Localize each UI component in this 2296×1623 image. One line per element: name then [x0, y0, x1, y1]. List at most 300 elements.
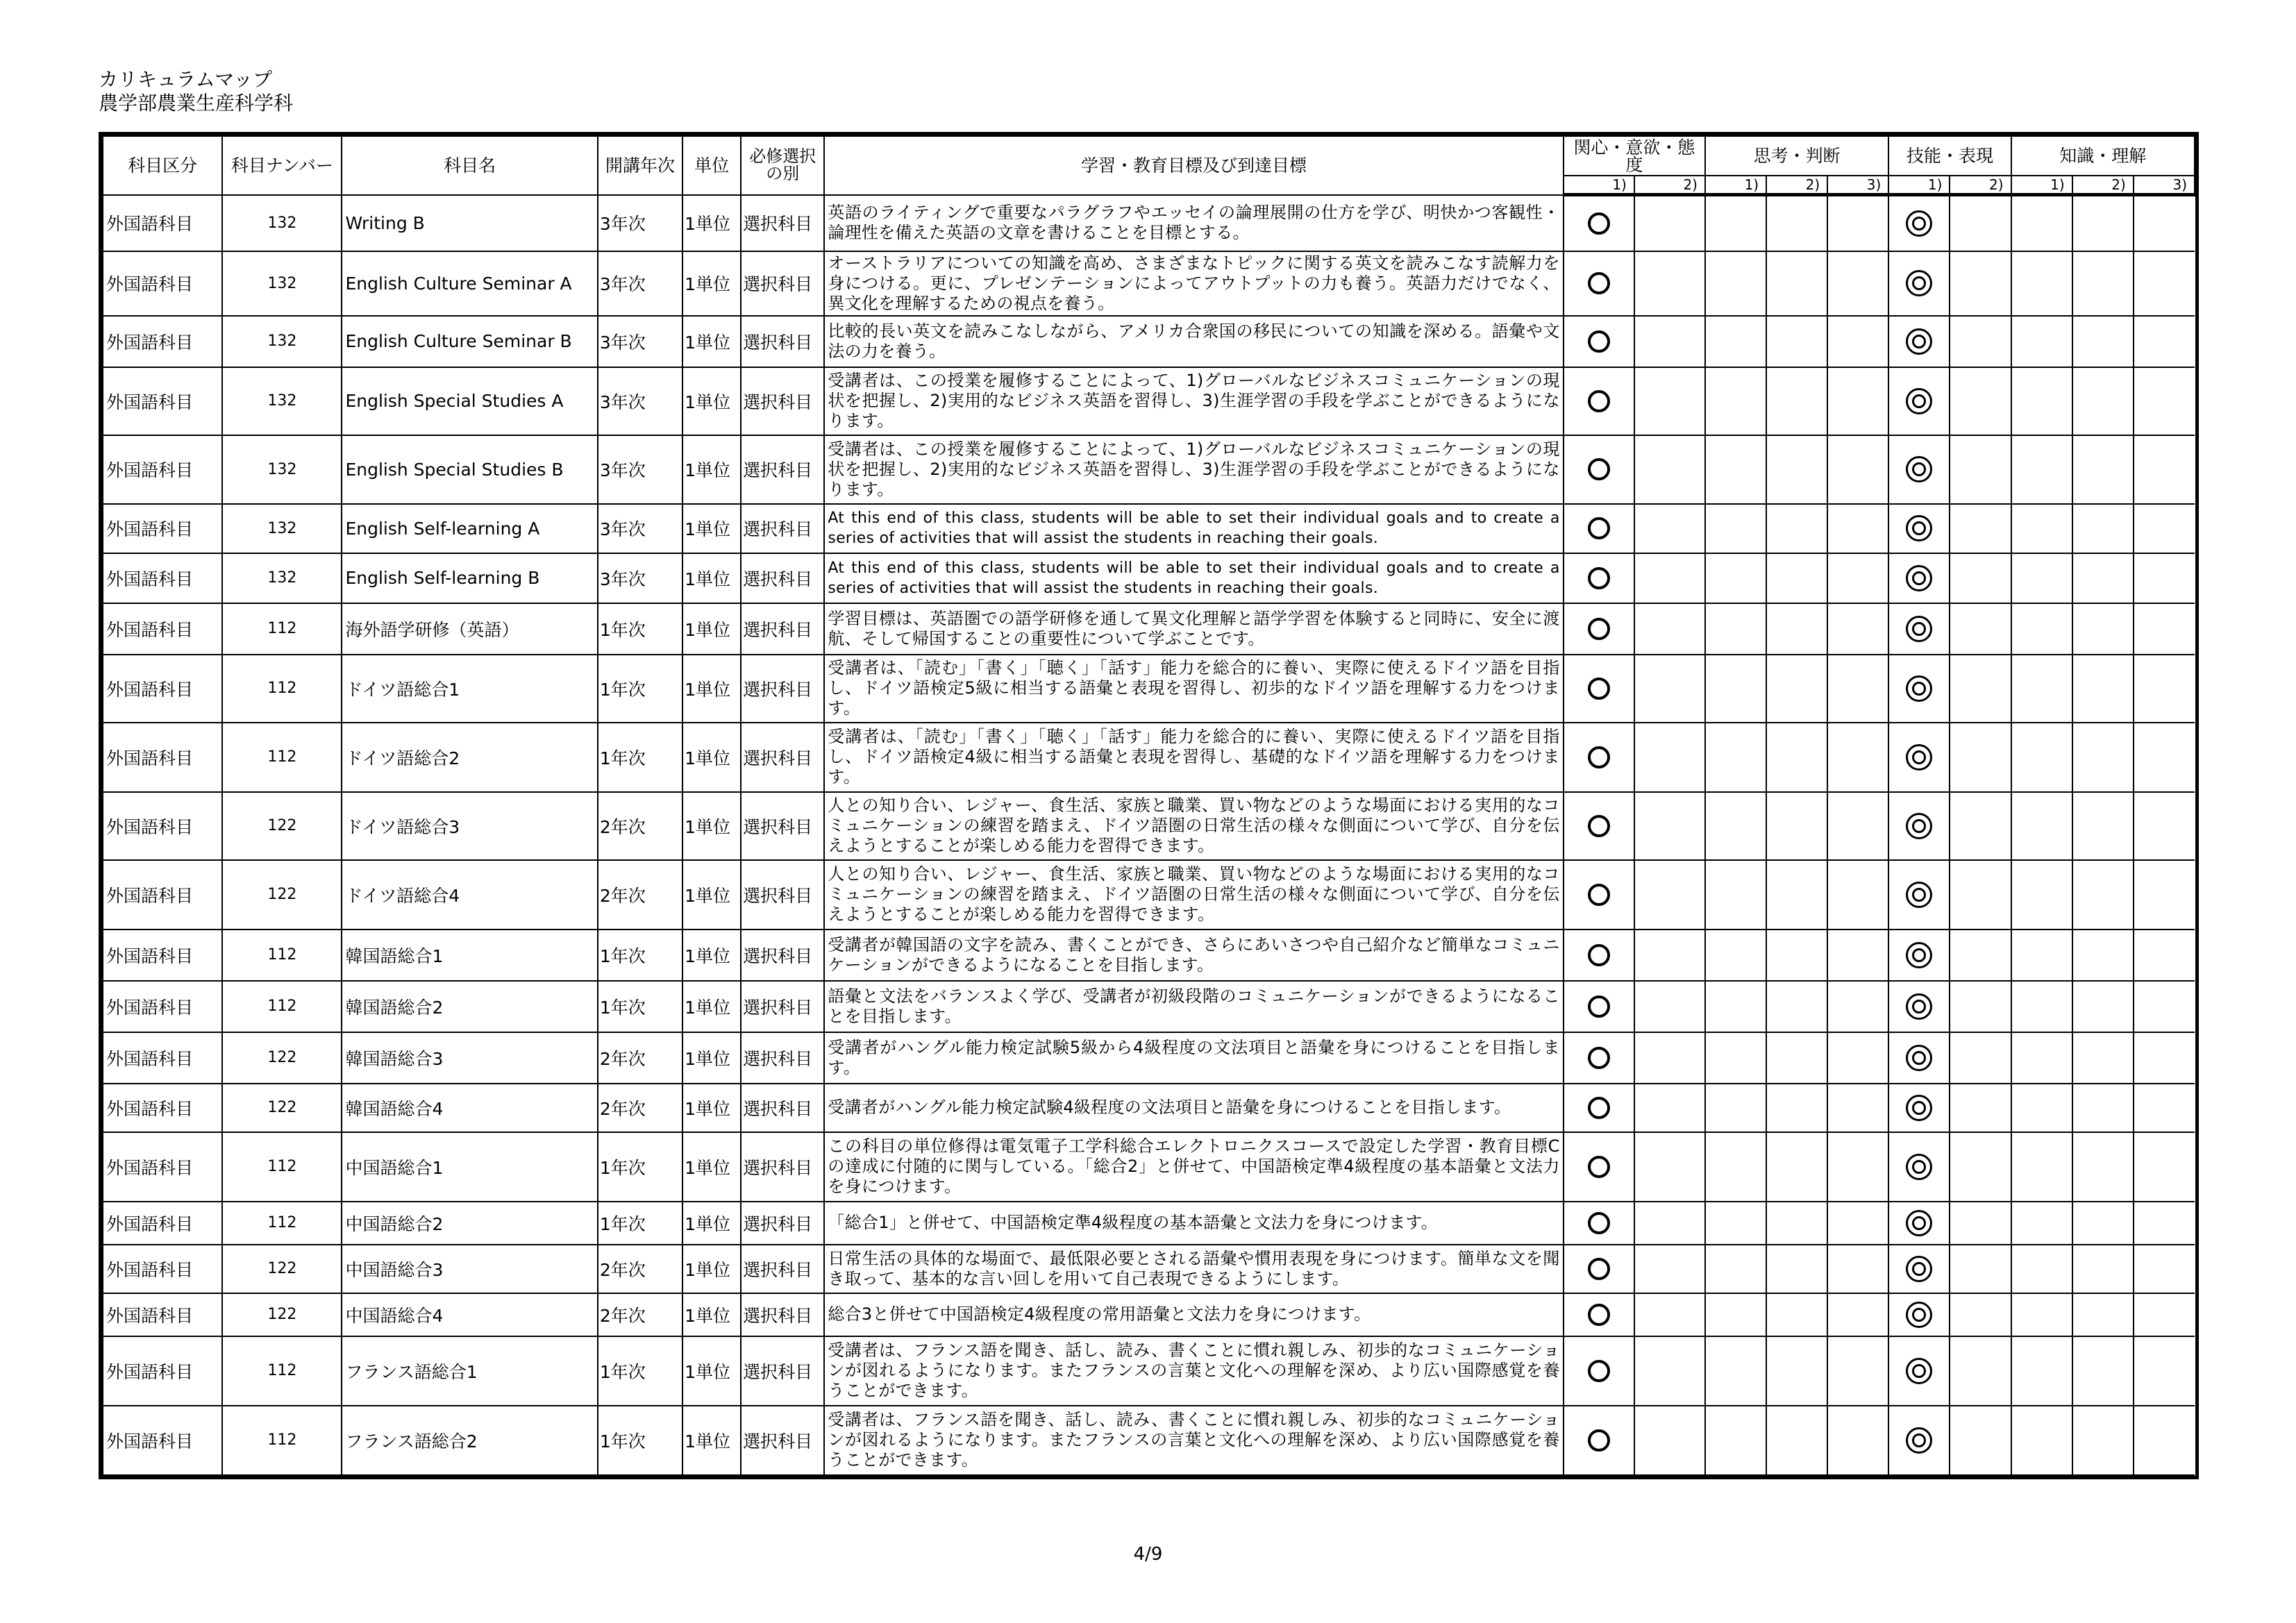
interest-1-mark-cell — [1564, 316, 1634, 367]
interest-1-mark-cell — [1564, 603, 1634, 655]
empty-mark-cell — [1634, 1293, 1705, 1336]
empty-mark-cell — [1950, 553, 2011, 603]
year-cell: 2年次 — [598, 860, 682, 930]
table-row — [103, 723, 2195, 792]
unit-cell: 1単位 — [682, 1032, 741, 1084]
interest-1-mark-cell — [1564, 195, 1634, 251]
empty-mark-cell — [1950, 1132, 2011, 1202]
double-circle-mark-icon — [1906, 1302, 1932, 1328]
required-elective-cell: 選択科目 — [741, 1406, 824, 1475]
empty-mark-cell — [2011, 1084, 2072, 1132]
empty-mark-cell — [2011, 435, 2072, 504]
header-required: 必修選択の別 — [741, 136, 824, 195]
subject-number-cell: 112 — [222, 723, 342, 792]
empty-mark-cell — [1766, 1202, 1827, 1245]
empty-mark-cell — [2134, 603, 2195, 655]
empty-mark-cell — [1950, 860, 2011, 930]
required-elective-cell: 選択科目 — [741, 1032, 824, 1084]
subject-name-cell: フランス語総合1 — [342, 1336, 597, 1406]
subject-number-cell: 122 — [222, 860, 342, 930]
empty-mark-cell — [1766, 860, 1827, 930]
unit-cell: 1単位 — [682, 316, 741, 367]
sub-header: 2) — [2072, 176, 2134, 195]
goal-cell: 日常生活の具体的な場面で、最低限必要とされる語彙や慣用表現を身につけます。簡単な文を聞き取って、基本的な言い回しを用いて自己表現できるようにします。 — [824, 1245, 1563, 1293]
subject-area-cell: 外国語科目 — [103, 1406, 222, 1475]
table-row — [103, 1132, 2195, 1202]
table-row — [103, 930, 2195, 981]
empty-mark-cell — [1950, 792, 2011, 860]
empty-mark-cell — [1705, 981, 1766, 1032]
sub-header: 2) — [1950, 176, 2011, 195]
goal-cell: 受講者は、この授業を履修することによって、1)グローバルなビジネスコミュニケーションの現状を把握し、2)実用的なビジネス英語を習得し、3)生涯学習の手段を学ぶことができるようになります。 — [824, 367, 1563, 435]
table-row — [103, 251, 2195, 316]
header-group-knowledge: 知識・理解 — [2011, 136, 2195, 176]
year-cell: 2年次 — [598, 1084, 682, 1132]
table-row — [103, 792, 2195, 860]
empty-mark-cell — [1705, 723, 1766, 792]
empty-mark-cell — [2134, 930, 2195, 981]
empty-mark-cell — [2011, 1406, 2072, 1475]
empty-mark-cell — [2072, 1132, 2134, 1202]
subject-name-cell: English Culture Seminar A — [342, 251, 597, 316]
subject-area-cell: 外国語科目 — [103, 251, 222, 316]
unit-cell: 1単位 — [682, 930, 741, 981]
circle-mark-icon — [1588, 567, 1610, 589]
empty-mark-cell — [1827, 723, 1888, 792]
empty-mark-cell — [2011, 981, 2072, 1032]
empty-mark-cell — [2134, 1202, 2195, 1245]
empty-mark-cell — [1634, 981, 1705, 1032]
subject-area-cell: 外国語科目 — [103, 603, 222, 655]
subject-name-cell: ドイツ語総合1 — [342, 655, 597, 723]
year-cell: 1年次 — [598, 930, 682, 981]
table-row — [103, 860, 2195, 930]
empty-mark-cell — [2072, 792, 2134, 860]
subject-number-cell: 132 — [222, 316, 342, 367]
empty-mark-cell — [1705, 367, 1766, 435]
header-year: 開講年次 — [598, 136, 682, 195]
empty-mark-cell — [2134, 367, 2195, 435]
double-circle-mark-icon — [1906, 515, 1932, 541]
goal-cell: 受講者が韓国語の文字を読み、書くことができ、さらにあいさつや自己紹介など簡単なコミュニケーションができるようになることを目指します。 — [824, 930, 1563, 981]
empty-mark-cell — [1705, 1202, 1766, 1245]
circle-mark-icon — [1588, 390, 1610, 412]
subject-area-cell: 外国語科目 — [103, 1293, 222, 1336]
interest-1-mark-cell — [1564, 1406, 1634, 1475]
unit-cell: 1単位 — [682, 1245, 741, 1293]
unit-cell: 1単位 — [682, 655, 741, 723]
skills-1-mark-cell — [1888, 1032, 1950, 1084]
empty-mark-cell — [2072, 1032, 2134, 1084]
empty-mark-cell — [2134, 1032, 2195, 1084]
empty-mark-cell — [1766, 316, 1827, 367]
interest-1-mark-cell — [1564, 1032, 1634, 1084]
empty-mark-cell — [1634, 1132, 1705, 1202]
double-circle-mark-icon — [1906, 942, 1932, 968]
circle-mark-icon — [1588, 1097, 1610, 1119]
year-cell: 3年次 — [598, 435, 682, 504]
subject-area-cell: 外国語科目 — [103, 792, 222, 860]
empty-mark-cell — [1766, 723, 1827, 792]
empty-mark-cell — [1766, 435, 1827, 504]
skills-1-mark-cell — [1888, 981, 1950, 1032]
double-circle-mark-icon — [1906, 270, 1932, 296]
goal-cell: 英語のライティングで重要なパラグラフやエッセイの論理展開の仕方を学び、明快かつ客観性・論理性を備えた英語の文章を書けることを目標とする。 — [824, 195, 1563, 251]
empty-mark-cell — [1950, 1032, 2011, 1084]
empty-mark-cell — [1950, 981, 2011, 1032]
year-cell: 2年次 — [598, 1245, 682, 1293]
circle-mark-icon — [1588, 1047, 1610, 1069]
required-elective-cell: 選択科目 — [741, 655, 824, 723]
skills-1-mark-cell — [1888, 792, 1950, 860]
empty-mark-cell — [1705, 251, 1766, 316]
empty-mark-cell — [1705, 316, 1766, 367]
double-circle-mark-icon — [1906, 675, 1932, 702]
table-row — [103, 1293, 2195, 1336]
interest-1-mark-cell — [1564, 723, 1634, 792]
empty-mark-cell — [1950, 1202, 2011, 1245]
interest-1-mark-cell — [1564, 1293, 1634, 1336]
year-cell: 3年次 — [598, 367, 682, 435]
empty-mark-cell — [1634, 723, 1705, 792]
required-elective-cell: 選択科目 — [741, 195, 824, 251]
header-group-skills: 技能・表現 — [1888, 136, 2011, 176]
interest-1-mark-cell — [1564, 655, 1634, 723]
empty-mark-cell — [1705, 860, 1766, 930]
empty-mark-cell — [1634, 655, 1705, 723]
empty-mark-cell — [2011, 792, 2072, 860]
empty-mark-cell — [1827, 1293, 1888, 1336]
empty-mark-cell — [1705, 655, 1766, 723]
empty-mark-cell — [2134, 251, 2195, 316]
required-elective-cell: 選択科目 — [741, 860, 824, 930]
goal-cell: 語彙と文法をバランスよく学び、受講者が初級段階のコミュニケーションができるようになることを目指します。 — [824, 981, 1563, 1032]
subject-name-cell: 海外語学研修（英語） — [342, 603, 597, 655]
empty-mark-cell — [1766, 1084, 1827, 1132]
skills-1-mark-cell — [1888, 1202, 1950, 1245]
empty-mark-cell — [1705, 1293, 1766, 1336]
empty-mark-cell — [1827, 930, 1888, 981]
page-number: 4/9 — [1133, 1544, 1163, 1565]
required-elective-cell: 選択科目 — [741, 367, 824, 435]
interest-1-mark-cell — [1564, 860, 1634, 930]
empty-mark-cell — [1705, 1084, 1766, 1132]
required-elective-cell: 選択科目 — [741, 553, 824, 603]
unit-cell: 1単位 — [682, 435, 741, 504]
interest-1-mark-cell — [1564, 504, 1634, 553]
skills-1-mark-cell — [1888, 930, 1950, 981]
empty-mark-cell — [2134, 435, 2195, 504]
empty-mark-cell — [1634, 316, 1705, 367]
empty-mark-cell — [1827, 504, 1888, 553]
unit-cell: 1単位 — [682, 1406, 741, 1475]
empty-mark-cell — [1950, 195, 2011, 251]
year-cell: 3年次 — [598, 553, 682, 603]
document-header — [99, 68, 293, 115]
year-cell: 3年次 — [598, 504, 682, 553]
empty-mark-cell — [1950, 251, 2011, 316]
empty-mark-cell — [1766, 792, 1827, 860]
empty-mark-cell — [1827, 316, 1888, 367]
year-cell: 1年次 — [598, 1406, 682, 1475]
empty-mark-cell — [2072, 1293, 2134, 1336]
empty-mark-cell — [2011, 316, 2072, 367]
subject-number-cell: 132 — [222, 367, 342, 435]
double-circle-mark-icon — [1906, 1427, 1932, 1454]
empty-mark-cell — [1766, 367, 1827, 435]
empty-mark-cell — [1766, 1032, 1827, 1084]
table-row — [103, 1406, 2195, 1475]
table-row — [103, 316, 2195, 367]
goal-cell: 人との知り合い、レジャー、食生活、家族と職業、買い物などのような場面における実用的なコミュニケーションの練習を踏まえ、ドイツ語圏の日常生活の様々な側面について学び、自分を伝えようとすることが楽しめる能力を習得できます。 — [824, 792, 1563, 860]
double-circle-mark-icon — [1906, 813, 1932, 839]
interest-1-mark-cell — [1564, 1084, 1634, 1132]
header-area: 科目区分 — [103, 136, 222, 195]
empty-mark-cell — [2072, 251, 2134, 316]
subject-name-cell: English Self-learning B — [342, 553, 597, 603]
goal-cell: 受講者は、「読む」「書く」「聴く」「話す」能力を総合的に養い、実際に使えるドイツ語を目指し、ドイツ語検定5級に相当する語彙と表現を習得し、初歩的なドイツ語を理解する力をつけます。 — [824, 655, 1563, 723]
empty-mark-cell — [1634, 792, 1705, 860]
subject-area-cell: 外国語科目 — [103, 316, 222, 367]
unit-cell: 1単位 — [682, 1336, 741, 1406]
required-elective-cell: 選択科目 — [741, 981, 824, 1032]
header-number: 科目ナンバー — [222, 136, 342, 195]
empty-mark-cell — [1950, 1245, 2011, 1293]
empty-mark-cell — [2072, 1245, 2134, 1293]
double-circle-mark-icon — [1906, 616, 1932, 642]
empty-mark-cell — [2134, 195, 2195, 251]
empty-mark-cell — [2134, 1132, 2195, 1202]
subject-area-cell: 外国語科目 — [103, 930, 222, 981]
year-cell: 1年次 — [598, 981, 682, 1032]
skills-1-mark-cell — [1888, 723, 1950, 792]
circle-mark-icon — [1588, 1429, 1610, 1452]
table-row — [103, 1084, 2195, 1132]
empty-mark-cell — [1705, 792, 1766, 860]
empty-mark-cell — [2011, 1245, 2072, 1293]
year-cell: 1年次 — [598, 723, 682, 792]
double-circle-mark-icon — [1906, 1095, 1932, 1121]
subject-name-cell: 中国語総合3 — [342, 1245, 597, 1293]
interest-1-mark-cell — [1564, 930, 1634, 981]
sub-header: 1) — [2011, 176, 2072, 195]
empty-mark-cell — [2011, 1202, 2072, 1245]
subject-area-cell: 外国語科目 — [103, 655, 222, 723]
skills-1-mark-cell — [1888, 655, 1950, 723]
double-circle-mark-icon — [1906, 388, 1932, 414]
table-row — [103, 195, 2195, 251]
empty-mark-cell — [1766, 655, 1827, 723]
circle-mark-icon — [1588, 272, 1610, 294]
empty-mark-cell — [1766, 251, 1827, 316]
empty-mark-cell — [2011, 860, 2072, 930]
interest-1-mark-cell — [1564, 1336, 1634, 1406]
goal-cell: この科目の単位修得は電気電子工学科総合エレクトロニクスコースで設定した学習・教育目標Cの達成に付随的に関与している。「総合2」と併せて、中国語検定準4級程度の基本語彙と文法力を身につけます。 — [824, 1132, 1563, 1202]
subject-name-cell: Writing B — [342, 195, 597, 251]
empty-mark-cell — [2072, 603, 2134, 655]
year-cell: 1年次 — [598, 655, 682, 723]
skills-1-mark-cell — [1888, 553, 1950, 603]
empty-mark-cell — [1766, 1406, 1827, 1475]
empty-mark-cell — [1950, 1084, 2011, 1132]
empty-mark-cell — [1950, 1336, 2011, 1406]
empty-mark-cell — [2072, 553, 2134, 603]
empty-mark-cell — [1634, 195, 1705, 251]
year-cell: 1年次 — [598, 1132, 682, 1202]
year-cell: 1年次 — [598, 1336, 682, 1406]
subject-number-cell: 112 — [222, 1132, 342, 1202]
unit-cell: 1単位 — [682, 195, 741, 251]
circle-mark-icon — [1588, 944, 1610, 966]
table-row — [103, 553, 2195, 603]
required-elective-cell: 選択科目 — [741, 792, 824, 860]
circle-mark-icon — [1588, 678, 1610, 700]
table-row — [103, 981, 2195, 1032]
empty-mark-cell — [2011, 930, 2072, 981]
required-elective-cell: 選択科目 — [741, 1336, 824, 1406]
empty-mark-cell — [2011, 655, 2072, 723]
double-circle-mark-icon — [1906, 565, 1932, 591]
subject-name-cell: フランス語総合2 — [342, 1406, 597, 1475]
circle-mark-icon — [1588, 1258, 1610, 1280]
empty-mark-cell — [2072, 195, 2134, 251]
empty-mark-cell — [2134, 553, 2195, 603]
skills-1-mark-cell — [1888, 367, 1950, 435]
goal-cell: 受講者がハングル能力検定試験5級から4級程度の文法項目と語彙を身につけることを目指します。 — [824, 1032, 1563, 1084]
year-cell: 1年次 — [598, 603, 682, 655]
required-elective-cell: 選択科目 — [741, 1245, 824, 1293]
year-cell: 3年次 — [598, 251, 682, 316]
empty-mark-cell — [1827, 1032, 1888, 1084]
empty-mark-cell — [1766, 1293, 1827, 1336]
header-name: 科目名 — [342, 136, 597, 195]
circle-mark-icon — [1588, 884, 1610, 906]
table-row — [103, 655, 2195, 723]
unit-cell: 1単位 — [682, 860, 741, 930]
goal-cell: 比較的長い英文を読みこなしながら、アメリカ合衆国の移民についての知識を深める。語彙や文法の力を養う。 — [824, 316, 1563, 367]
subject-number-cell: 112 — [222, 655, 342, 723]
empty-mark-cell — [1827, 367, 1888, 435]
interest-1-mark-cell — [1564, 1202, 1634, 1245]
unit-cell: 1単位 — [682, 1293, 741, 1336]
unit-cell: 1単位 — [682, 1202, 741, 1245]
department-name: 農学部農業生産科学科 — [99, 92, 294, 115]
empty-mark-cell — [1634, 1084, 1705, 1132]
required-elective-cell: 選択科目 — [741, 1293, 824, 1336]
empty-mark-cell — [1705, 1336, 1766, 1406]
double-circle-mark-icon — [1906, 1154, 1932, 1180]
empty-mark-cell — [2072, 1202, 2134, 1245]
subject-name-cell: 韓国語総合3 — [342, 1032, 597, 1084]
empty-mark-cell — [1634, 1336, 1705, 1406]
empty-mark-cell — [2072, 723, 2134, 792]
empty-mark-cell — [2134, 981, 2195, 1032]
empty-mark-cell — [1766, 930, 1827, 981]
year-cell: 3年次 — [598, 316, 682, 367]
subject-area-cell: 外国語科目 — [103, 1202, 222, 1245]
empty-mark-cell — [1705, 1132, 1766, 1202]
required-elective-cell: 選択科目 — [741, 251, 824, 316]
subject-name-cell: 韓国語総合2 — [342, 981, 597, 1032]
table-row — [103, 1245, 2195, 1293]
empty-mark-cell — [1705, 1032, 1766, 1084]
sub-header: 1) — [1564, 176, 1634, 195]
table-row — [103, 504, 2195, 553]
double-circle-mark-icon — [1906, 328, 1932, 355]
empty-mark-cell — [2011, 1032, 2072, 1084]
unit-cell: 1単位 — [682, 553, 741, 603]
subject-name-cell: English Self-learning A — [342, 504, 597, 553]
subject-name-cell: English Special Studies A — [342, 367, 597, 435]
goal-cell: 人との知り合い、レジャー、食生活、家族と職業、買い物などのような場面における実用的なコミュニケーションの練習を踏まえ、ドイツ語圏の日常生活の様々な側面について学び、自分を伝えようとすることが楽しめる能力を習得できます。 — [824, 860, 1563, 930]
empty-mark-cell — [1950, 367, 2011, 435]
unit-cell: 1単位 — [682, 603, 741, 655]
subject-name-cell: 韓国語総合4 — [342, 1084, 597, 1132]
empty-mark-cell — [1766, 504, 1827, 553]
goal-cell: At this end of this class, students will be able to set their individual goals and to create a series of activities that will assist the students in reaching their goals. — [824, 504, 1563, 553]
empty-mark-cell — [1634, 367, 1705, 435]
subject-area-cell: 外国語科目 — [103, 435, 222, 504]
table-row — [103, 1336, 2195, 1406]
required-elective-cell: 選択科目 — [741, 723, 824, 792]
double-circle-mark-icon — [1906, 993, 1932, 1020]
empty-mark-cell — [1827, 195, 1888, 251]
double-circle-mark-icon — [1906, 1358, 1932, 1384]
required-elective-cell: 選択科目 — [741, 1202, 824, 1245]
table-body — [103, 195, 2195, 1475]
empty-mark-cell — [1634, 860, 1705, 930]
empty-mark-cell — [2011, 1132, 2072, 1202]
unit-cell: 1単位 — [682, 251, 741, 316]
year-cell: 2年次 — [598, 1032, 682, 1084]
empty-mark-cell — [1827, 251, 1888, 316]
empty-mark-cell — [1634, 504, 1705, 553]
circle-mark-icon — [1588, 1304, 1610, 1326]
required-elective-cell: 選択科目 — [741, 435, 824, 504]
empty-mark-cell — [1827, 1406, 1888, 1475]
empty-mark-cell — [1705, 930, 1766, 981]
empty-mark-cell — [2134, 316, 2195, 367]
empty-mark-cell — [1634, 1406, 1705, 1475]
empty-mark-cell — [1950, 603, 2011, 655]
empty-mark-cell — [1827, 655, 1888, 723]
subject-number-cell: 112 — [222, 1336, 342, 1406]
header-unit: 単位 — [682, 136, 741, 195]
empty-mark-cell — [2011, 553, 2072, 603]
empty-mark-cell — [2134, 1084, 2195, 1132]
empty-mark-cell — [2072, 1406, 2134, 1475]
skills-1-mark-cell — [1888, 1293, 1950, 1336]
unit-cell: 1単位 — [682, 504, 741, 553]
double-circle-mark-icon — [1906, 744, 1932, 771]
table-row — [103, 1032, 2195, 1084]
circle-mark-icon — [1588, 212, 1610, 235]
interest-1-mark-cell — [1564, 981, 1634, 1032]
empty-mark-cell — [2072, 504, 2134, 553]
table-row — [103, 367, 2195, 435]
header-goal: 学習・教育目標及び到達目標 — [824, 136, 1563, 195]
curriculum-table-frame — [99, 132, 2199, 1479]
empty-mark-cell — [1827, 1084, 1888, 1132]
required-elective-cell: 選択科目 — [741, 1084, 824, 1132]
double-circle-mark-icon — [1906, 1256, 1932, 1282]
empty-mark-cell — [1950, 316, 2011, 367]
goal-cell: 受講者は、この授業を履修することによって、1)グローバルなビジネスコミュニケーションの現状を把握し、2)実用的なビジネス英語を習得し、3)生涯学習の手段を学ぶことができるようになります。 — [824, 435, 1563, 504]
empty-mark-cell — [1950, 504, 2011, 553]
empty-mark-cell — [1827, 792, 1888, 860]
empty-mark-cell — [1634, 1202, 1705, 1245]
empty-mark-cell — [2011, 1293, 2072, 1336]
